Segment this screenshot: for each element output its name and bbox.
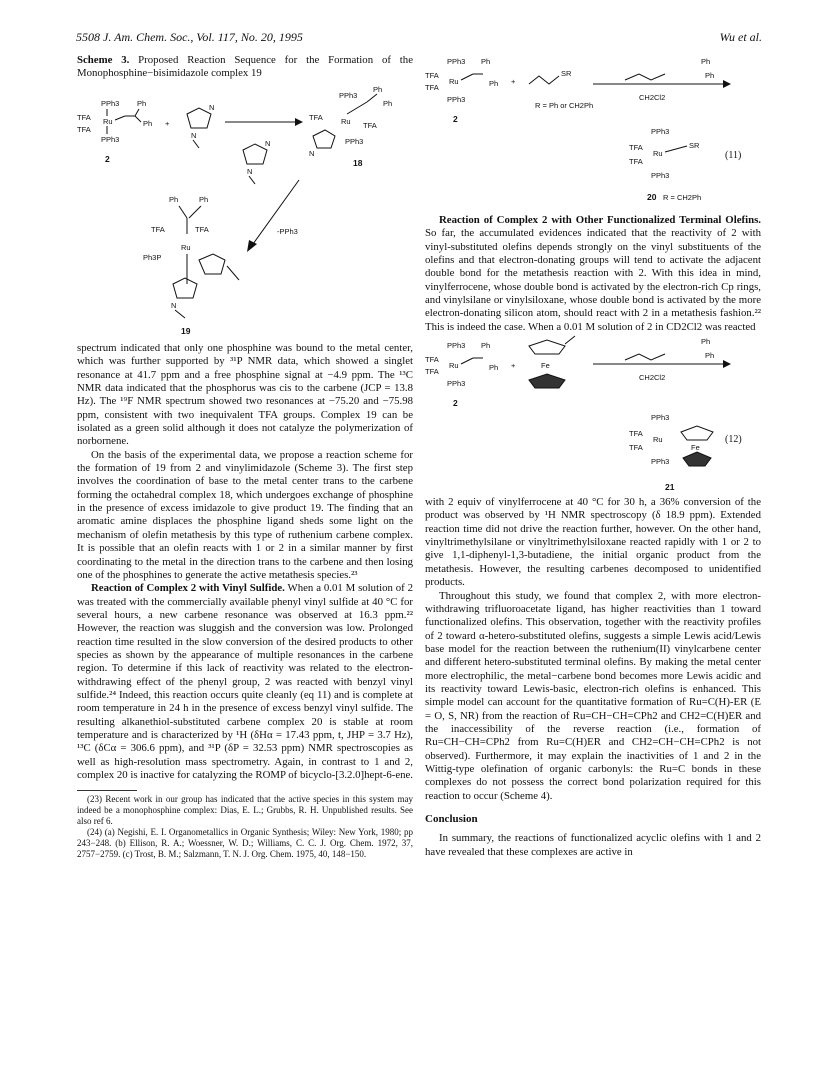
eq12-pph3-prod2: PPh3 xyxy=(651,457,670,467)
eq12-tfa-1: TFA xyxy=(425,355,439,365)
s3-ph-18b: Ph xyxy=(383,99,393,108)
eq11-pph3-top: PPh3 xyxy=(447,57,466,66)
paragraph-other-olefins xyxy=(425,214,761,334)
s3-tfa-18a: TFA xyxy=(309,113,323,122)
s3-n-2: N xyxy=(191,131,197,140)
footnote-23: (23) Recent work in our group has indicated that the active species in this system may indeed be a monophosphine complex: Dias, E. L.; Grubbs, R. H. Unpublished results. See also ref 6. xyxy=(77,794,413,827)
eq12-label-2: 2 xyxy=(453,398,458,409)
running-header: 5508 J. Am. Chem. Soc., Vol. 117, No. 20, 1995 xyxy=(76,30,303,44)
s3-tfa-1: TFA xyxy=(77,113,91,122)
eq11-pph3-prod: PPh3 xyxy=(651,127,670,136)
eq11-pph3-bottom: PPh3 xyxy=(447,95,466,104)
eq12-ph-reagent-a: Ph xyxy=(701,337,711,347)
paragraph-19-nmr: spectrum indicated that only one phosphine was bound to the metal center, which was further supported by ³¹P NMR data, which showed a singlet resonance at 41.7 ppm and a free phosphine signal at −4.9 ppm. The ¹³C NMR data indicated that the phosphorus was cis to the carbene (JCP = 13.8 Hz). The ¹⁹F NMR spectrum showed two resonances at −75.20 and −75.98 ppm, consistent with two inequivalent TFA groups. Complex 19 can be isolated as a green solid although it does not catalyze the polymerization of norbornene. xyxy=(77,342,413,448)
eq11-solvent: CH2Cl2 xyxy=(639,93,666,102)
scheme-3-caption: Proposed Reaction Sequence for the Formation of the Monophosphine−bisimidazole complex 19 xyxy=(77,54,413,79)
paragraph-reaction-scheme: On the basis of the experimental data, we propose a reaction scheme for the formation of 19 from 2 and vinylimidazole (Scheme 3). The first step involves the coordination of base to the metal center trans to the carbene forming the octahedral complex 18, which undergoes exchange of phosphine in the presence of excess imidazole to give product 19. The finding that an aromatic amine displaces the phosphine ligand sheds some light on the mechanism of olefin metathesis by this type of ruthenium carbene complex. It is possible that an olefin reacts with 1 or 2 in a similar manner by first coordinating to the metal in the direction trans to the carbene and then losing one of the phosphines to generate the active metathesis species.²³ xyxy=(77,448,413,581)
eq12-ru: Ru xyxy=(449,361,459,371)
footnote-rule xyxy=(77,790,137,791)
scheme-3-figure xyxy=(77,84,413,342)
s3-ph-19b: Ph xyxy=(199,195,209,204)
equation-11 xyxy=(425,54,761,214)
eq11-pph3-prod2: PPh3 xyxy=(651,171,670,180)
eq12-fe: Fe xyxy=(541,361,550,371)
eq11-sr: SR xyxy=(561,69,572,78)
s3-ph3p-19: Ph3P xyxy=(143,253,162,262)
heading-other-olefins: Reaction of Complex 2 with Other Functionalized Terminal Olefins. xyxy=(439,214,761,226)
s3-pph3-18b: PPh3 xyxy=(345,137,364,146)
eq12-ru-prod: Ru xyxy=(653,435,663,445)
text-other-olefins: So far, the accumulated evidences indicated that the reactivity of 2 with vinyl-substituted olefins depends strongly on the vinyl substituents of the olefins and that electron-donating groups will tend to activate the adjacent double bond for the metathesis reaction with 2. With this idea in mind, vinylferrocene, whose double bond is activated by the electron-rich Cp rings, and vinylsilane or vinylsiloxane, whose double bond is activated by the more electron-donating silicon atom, should react with 2 in a metathesis fashion.²² This is indeed the case. When a 0.01 M solution of 2 in CD2Cl2 was reacted xyxy=(425,227,761,333)
s3-tfa-19a: TFA xyxy=(151,225,165,234)
eq12-tfa-prod2: TFA xyxy=(629,443,643,453)
eq11-number: (11) xyxy=(725,150,742,161)
eq12-number: (12) xyxy=(725,434,742,446)
eq12-solvent: CH2Cl2 xyxy=(639,373,666,383)
eq11-tfa-2: TFA xyxy=(425,83,439,92)
right-column xyxy=(425,54,761,859)
s3-label-2: 2 xyxy=(105,154,110,164)
paragraph-conclusion: In summary, the reactions of functionalized acyclic olefins with 1 and 2 have revealed that these complexes are active in xyxy=(425,832,761,858)
s3-tfa-19b: TFA xyxy=(195,225,209,234)
eq12-ph-1: Ph xyxy=(481,341,491,351)
eq12-pph3-top: PPh3 xyxy=(447,341,466,351)
s3-pph3-top: PPh3 xyxy=(101,99,120,108)
s3-ru-18: Ru xyxy=(341,117,351,126)
s3-n-4: N xyxy=(247,167,253,176)
text-vinyl-sulfide: When a 0.01 M solution of 2 was treated with the commercially available phenyl vinyl sulfide at 40 °C for several hours, a new carbene resonance was observed at 16.3 ppm.²² However, the reaction was sluggish and the conversion was low. Prolonged reaction time resulted in the slow conversion of the desired products to other species as shown by the appearance of multiple resonances in the carbene region. To determine if this lack of reactivity was related to the electron-withdrawing effect of the phenyl group, 2 was reacted with benzyl vinyl sulfide.²⁴ Indeed, this reaction occurs quite cleanly (eq 11) and is complete at room temperature in 24 h in the presence of excess benzyl vinyl sulfide. The resulting alkanethiol-substituted carbene complex 20 is stable at room temperature and is characterized by ¹H (δHα = 17.43 ppm, t, JHP = 3.7 Hz), ¹³C (δCα = 306.6 ppm), and ³¹P (δP = 32.53 ppm) NMR spectroscopies as well as high-resolution mass spectrometry. Again, in contrast to 1 and 2, complex 20 is inactive for catalyzing the ROMP of bicyclo-[3.2.0]hept-6-ene. xyxy=(77,582,414,781)
eq11-label-2: 2 xyxy=(453,114,458,124)
scheme-3-label: Scheme 3. xyxy=(77,54,130,66)
running-author: Wu et al. xyxy=(719,30,762,44)
eq11-label-20: 20 xyxy=(647,192,657,202)
eq11-sr-prod: SR xyxy=(689,141,700,150)
eq11-plus: + xyxy=(511,77,516,86)
s3-ph-2: Ph xyxy=(143,119,153,128)
paragraph-vinyl-sulfide xyxy=(77,582,413,782)
s3-ph-18a: Ph xyxy=(373,85,383,94)
eq11-tfa-1: TFA xyxy=(425,71,439,80)
conclusion-heading: Conclusion xyxy=(425,813,478,825)
eq12-tfa-prod1: TFA xyxy=(629,429,643,439)
equation-12 xyxy=(425,334,761,496)
s3-minus-pph3: -PPh3 xyxy=(277,227,298,236)
eq11-ph-2: Ph xyxy=(489,79,499,88)
eq11-ph-1: Ph xyxy=(481,57,491,66)
s3-label-19: 19 xyxy=(181,326,191,336)
s3-tfa-2: TFA xyxy=(77,125,91,134)
eq12-ph-reagent-b: Ph xyxy=(705,351,715,361)
s3-ru-1: Ru xyxy=(103,117,113,126)
s3-ph-1: Ph xyxy=(137,99,147,108)
eq12-pph3-prod: PPh3 xyxy=(651,413,670,423)
eq12-ph-2: Ph xyxy=(489,363,499,373)
eq12-label-21: 21 xyxy=(665,482,675,493)
eq11-ru: Ru xyxy=(449,77,459,86)
s3-n-18: N xyxy=(309,149,315,158)
eq11-ph-reagent-a: Ph xyxy=(701,57,711,66)
paragraph-vinylferrocene: with 2 equiv of vinylferrocene at 40 °C for 30 h, a 36% conversion of the product was observed by ¹H NMR spectroscopy (δ 18.9 ppm). Extended reaction time did not drive the reaction further, however. On the other hand, vinyltrimethylsilane or vinyltrimethylsiloxane reacted rapidly with 1 or 2 to give 1,1-diphenyl-1,3-butadiene, the initial organic product from the metathesis. However, the resulting carbenes decomposed to unidentified products. xyxy=(425,496,761,589)
footnote-24: (24) (a) Negishi, E. I. Organometallics in Organic Synthesis; Wiley: New York, 1980; pp 243−248. (b) Ellison, R. A.; Woessner, W. D.; Williams, C. C. J. Org. Chem. 1972, 37, 2757−2759. (c) Trost, B. M.; Salzmann, T. N. J. Org. Chem. 1975, 40, 148−150. xyxy=(77,827,413,860)
eq11-product-r: R = CH2Ph xyxy=(663,193,702,202)
s3-ru-19: Ru xyxy=(181,243,191,252)
s3-pph3-18: PPh3 xyxy=(339,91,358,100)
eq12-tfa-2: TFA xyxy=(425,367,439,377)
left-column xyxy=(77,54,413,860)
eq11-ph-reagent-b: Ph xyxy=(705,71,715,80)
eq12-fe-prod: Fe xyxy=(691,443,700,453)
eq11-r-definition: R = Ph or CH2Ph xyxy=(535,101,594,110)
eq11-ru-prod: Ru xyxy=(653,149,663,158)
heading-vinyl-sulfide: Reaction of Complex 2 with Vinyl Sulfide. xyxy=(91,582,285,595)
s3-n-1: N xyxy=(209,103,215,112)
eq12-pph3-bottom: PPh3 xyxy=(447,379,466,389)
s3-label-18: 18 xyxy=(353,158,363,168)
s3-n-19: N xyxy=(171,301,177,310)
eq11-tfa-prod2: TFA xyxy=(629,157,643,166)
scheme-3-title xyxy=(77,54,413,80)
s3-plus: + xyxy=(165,119,170,128)
s3-tfa-18b: TFA xyxy=(363,121,377,130)
eq11-tfa-prod1: TFA xyxy=(629,143,643,152)
s3-n-3: N xyxy=(265,139,271,148)
eq12-plus: + xyxy=(511,361,516,371)
s3-ph-19a: Ph xyxy=(169,195,179,204)
paragraph-lewis-model: Throughout this study, we found that complex 2, with more electron-withdrawing trifluoroacetate ligand, has higher reactivities than 1 toward functionalized olefins. This observation, together with the reactivity profiles of 2 toward α-hetero-substituted olefins, suggests a simple Lewis acid/Lewis base model for the reaction between the ruthenium(II) vinylcarbene center and different hetero-substituted terminal olefins. By making the metal center more electrophilic, the metal−carbene bond becomes more Lewis acidic and its reactivity toward Lewis-basic, electron-rich olefins is enhanced. This simple model can account for the quantitative formation of Ru=C(H)-ER (E = O, S, NR) from the reaction of Ru=CH−CH=CPh2 and CH2=C(H)ER and the inaccessibility of the reverse reaction (i.e., formation of Ru=CH−CH=CPh2 from Ru=C(H)ER and CH2=CH−CH=CPh2 is not observed). Furthermore, it may explain the inactivities of 1 and 2 in the Wittig-type olefination of organic carbonyls: the Ru=C bonds in these complexes do not possess the correct bond polarization required for this reaction to occur (Scheme 4). xyxy=(425,589,761,802)
s3-pph3-bottom: PPh3 xyxy=(101,135,120,144)
